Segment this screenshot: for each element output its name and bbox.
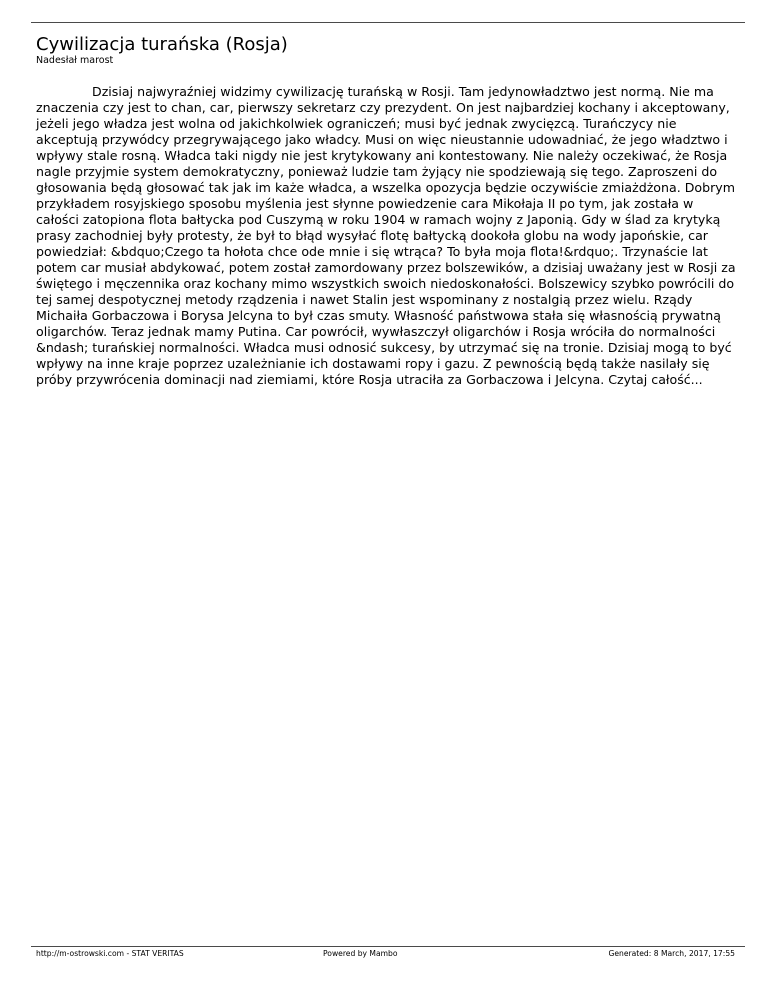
footer-generated: Generated: 8 March, 2017, 17:55	[608, 949, 735, 958]
article-body: Dzisiaj najwyraźniej widzimy cywilizację turańską w Rosji. Tam jedynowładztwo jest normą. Nie ma znaczenia czy jest to chan, car, pierwszy sekretarz czy prezydent. On jest najbardziej kochany i akceptowany, jeżeli jego władza jest wolna od jakichkolwiek ograniczeń; musi być jednak zwycięzcą. Turańczycy nie akceptują przywódcy przegrywającego jako władcy. Musi on więc nieustannie udowadniać, że jego władztwo i wpływy stale rosną. Władca taki nigdy nie jest krytykowany ani kontestowany. Nie należy oczekiwać, że Rosja nagle przyjmie system demokratyczny, ponieważ ludzie tam żyjący nie spodziewają się tego. Zaproszeni do głosowania będą głosować tak jak im każe władca, a wszelka opozycja będzie oczywiście zmiażdżona. Dobrym przykładem rosyjskiego sposobu myślenia jest słynne powiedzenie cara Mikołaja II po tym, jak została w całości zatopiona flota bałtycka pod Cuszymą w roku 1904 w ramach wojny z Japonią. Gdy w ślad za krytyką prasy zachodniej były protesty, że był to błąd wysyłać flotę bałtycką dookoła globu na wody japońskie, car powiedział: &bdquo;Czego ta hołota chce ode mnie i się wtrąca? To była moja flota!&rdquo;. Trzynaście lat potem car musiał abdykować, potem został zamordowany przez bolszewików, a dzisiaj uważany jest w Rosji za świętego i męczennika oraz kochany mimo wszystkich swoich niedoskonałości. Bolszewicy szybko powrócili do tej samej despotycznej metody rządzenia i nawet Stalin jest wspominany z nostalgią przez wielu. Rządy Michaiła Gorbaczowa i Borysa Jelcyna to był czas smuty. Własność państwowa stała się własnością prywatną oligarchów. Teraz jednak mamy Putina. Car powrócił, wywłaszczył oligarchów i Rosja wróciła do normalności &ndash; turańskiej normalności. Władca musi odnosić sukcesy, by utrzymać się na tronie. Dzisiaj mogą to być wpływy na inne kraje poprzez uzależnianie ich dostawami ropy i gazu. Z pewnością będą także nasilały się próby przywrócenia dominacji nad ziemiami, które Rosja utraciła za Gorbaczowa i Jelcyna. Czytaj całość...	[36, 84, 736, 387]
article-title: Cywilizacja turańska (Rosja)	[36, 34, 288, 55]
footer-source: http://m-ostrowski.com - STAT VERITAS	[36, 949, 184, 958]
article-byline: Nadesłał marost	[36, 55, 114, 66]
header-rule	[31, 22, 745, 23]
footer-powered-by: Powered by Mambo	[323, 949, 398, 958]
footer-rule	[31, 946, 745, 947]
